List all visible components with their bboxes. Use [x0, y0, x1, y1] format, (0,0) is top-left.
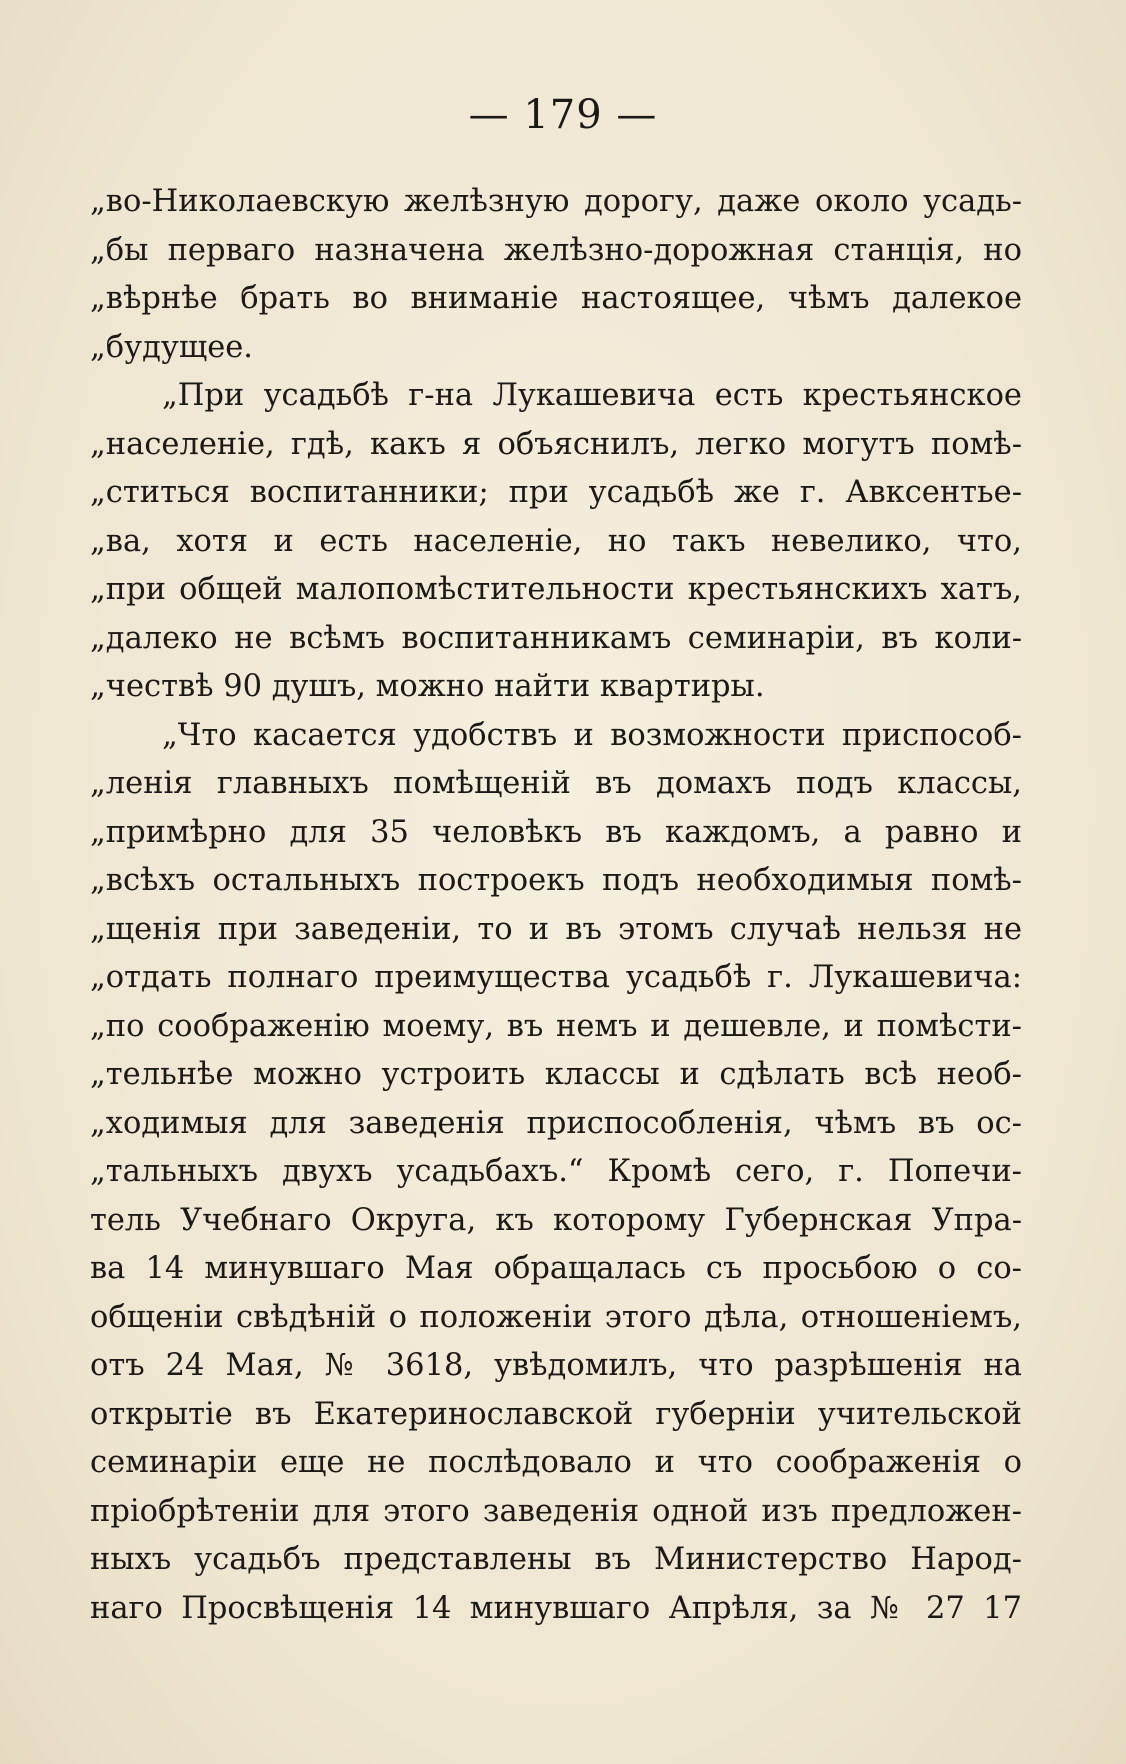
text-line: „Что касается удобствъ и возможности приспособ-	[162, 717, 1022, 753]
text-line: тель Учебнаго Округа, къ которому Губернская Упра-	[90, 1202, 1022, 1238]
text-line: общеніи свѣдѣній о положеніи этого дѣла, отношеніемъ,	[90, 1299, 1022, 1335]
text-line: наго Просвѣщенія 14 минувшаго Апрѣля, за № 27 17	[90, 1590, 1022, 1626]
text-line: семинаріи еще не послѣдовало и что соображенія о	[90, 1445, 1022, 1480]
text-line: открытіе въ Екатеринославской губерніи учительской	[90, 1396, 1022, 1432]
text-line: „по соображенію моему, въ немъ и дешевле, и помѣсти-	[90, 1008, 1022, 1044]
text-line: пріобрѣтеніи для этого заведенія одной изъ предложен-	[90, 1493, 1022, 1529]
text-line: „ва, хотя и есть населеніе, но такъ невелико, что,	[90, 523, 1022, 559]
text-line: „ститься воспитанники; при усадьбѣ же г. Авксентье-	[90, 475, 1022, 510]
text-line: „населеніе, гдѣ, какъ я объяснилъ, легко могутъ помѣ-	[90, 426, 1022, 462]
text-line: „далеко не всѣмъ воспитанникамъ семинаріи, въ коли-	[90, 620, 1022, 656]
text-line: „При усадьбѣ г-на Лукашевича есть крестьянское	[162, 378, 1022, 413]
text-line: „ходимыя для заведенія приспособленія, чѣмъ въ ос-	[90, 1105, 1022, 1141]
text-line: „вѣрнѣе брать во вниманіе настоящее, чѣмъ далекое	[90, 281, 1022, 316]
text-line: отъ 24 Мая, № 3618, увѣдомилъ, что разрѣшенія на	[90, 1348, 1022, 1383]
text-line: „ленія главныхъ помѣщеній въ домахъ подъ классы,	[90, 766, 1022, 801]
text-line: „чествѣ 90 душъ, можно найти квартиры.	[90, 669, 765, 704]
text-line: „тальныхъ двухъ усадьбахъ.“ Кромѣ сего, г. Попечи-	[90, 1154, 1022, 1189]
text-line: „всѣхъ остальныхъ построекъ подъ необходимыя помѣ-	[90, 863, 1022, 898]
text-line: „будущее.	[90, 329, 253, 365]
text-line: „щенія при заведеніи, то и въ этомъ случаѣ нельзя не	[90, 911, 1022, 947]
text-line: „примѣрно для 35 человѣкъ въ каждомъ, а равно и	[90, 814, 1022, 850]
text-line: „тельнѣе можно устроить классы и сдѣлать всѣ необ-	[90, 1057, 1022, 1092]
body-text	[90, 178, 1022, 1633]
text-line: „при общей малопомѣстительности крестьянскихъ хатъ,	[90, 572, 1022, 607]
text-line: ва 14 минувшаго Мая обращалась съ просьбою о со-	[90, 1251, 1022, 1286]
text-line: ныхъ усадьбъ представлены въ Министерство Народ-	[90, 1542, 1022, 1577]
page-number: — 179 —	[468, 92, 658, 138]
text-line: „бы перваго назначена желѣзно-дорожная станція, но	[90, 232, 1022, 268]
text-line: „во-Николаевскую желѣзную дорогу, даже около усадь-	[90, 184, 1022, 219]
text-line: „отдать полнаго преимущества усадьбѣ г. Лукашевича:	[90, 960, 1022, 995]
